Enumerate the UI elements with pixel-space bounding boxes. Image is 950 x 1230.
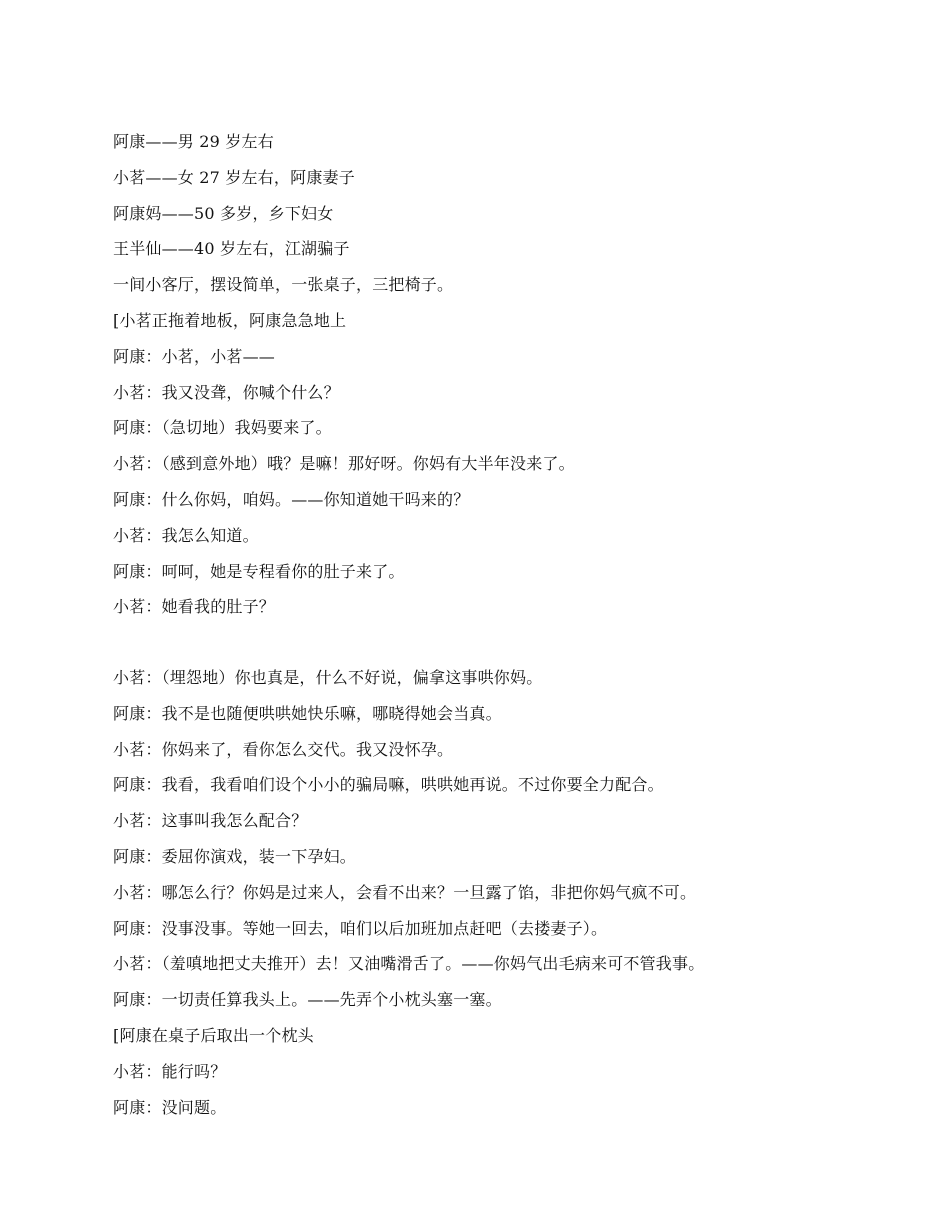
dialogue-line: 小茗：哪怎么行？你妈是过来人，会看不出来？一旦露了馅，非把你妈气疯不可。: [113, 882, 697, 902]
dialogue-line: 小茗：能行吗？: [113, 1061, 227, 1081]
stage-direction: [小茗正拖着地板，阿康急急地上: [113, 310, 347, 330]
dialogue-line: 阿康：（急切地）我妈要来了。: [113, 418, 332, 438]
dialogue-line: 小茗：（埋怨地）你也真是，什么不好说，偏拿这事哄你妈。: [113, 668, 543, 687]
dialogue-line: 小茗：（感到意外地）哦？是嘛！那好呀。你妈有大半年没来了。: [113, 454, 575, 474]
dialogue-line: 阿康：呵呵，她是专程看你的肚子来了。: [113, 561, 405, 581]
dialogue-line: 阿康：委屈你演戏，装一下孕妇。: [113, 846, 357, 866]
dialogue-line: 小茗：我又没聋，你喊个什么？: [113, 382, 340, 402]
cast-entry-akang: 阿康——男 29 岁左右: [113, 132, 274, 151]
script-section-1: [113, 124, 813, 625]
dialogue-line: 阿康：小茗，小茗——: [113, 346, 276, 366]
cast-entry-akang-mother: 阿康妈——50 多岁，乡下妇女: [113, 203, 334, 223]
dialogue-line: 阿康：一切责任算我头上。——先弄个小枕头塞一塞。: [113, 990, 502, 1010]
dialogue-line: 小茗：这事叫我怎么配合？: [113, 811, 308, 831]
stage-direction: [阿康在桌子后取出一个枕头: [113, 1025, 314, 1045]
script-section-2: [113, 660, 813, 1125]
dialogue-line: 阿康：什么你妈，咱妈。——你知道她干吗来的？: [113, 489, 470, 509]
dialogue-line: 阿康：没问题。: [113, 1097, 227, 1117]
dialogue-line: 阿康：我不是也随便哄哄她快乐嘛，哪晓得她会当真。: [113, 703, 502, 723]
dialogue-line: 阿康：没事没事。等她一回去，咱们以后加班加点赶吧（去搂妻子）。: [113, 918, 608, 938]
dialogue-line: 阿康：我看，我看咱们设个小小的骗局嘛，哄哄她再说。不过你要全力配合。: [113, 775, 664, 795]
dialogue-line: 小茗：她看我的肚子？: [113, 597, 276, 617]
cast-entry-wang-banxian: 王半仙——40 岁左右，江湖骗子: [113, 239, 350, 259]
cast-entry-xiaoming: 小茗——女 27 岁左右，阿康妻子: [113, 167, 355, 187]
dialogue-line: 小茗：我怎么知道。: [113, 525, 259, 545]
setting-description: 一间小客厅，摆设简单，一张桌子，三把椅子。: [113, 275, 454, 295]
dialogue-line: 小茗：你妈来了，看你怎么交代。我又没怀孕。: [113, 739, 454, 759]
dialogue-line: 小茗：（羞嗔地把丈夫推开）去！又油嘴滑舌了。——你妈气出毛病来可不管我事。: [113, 954, 705, 974]
